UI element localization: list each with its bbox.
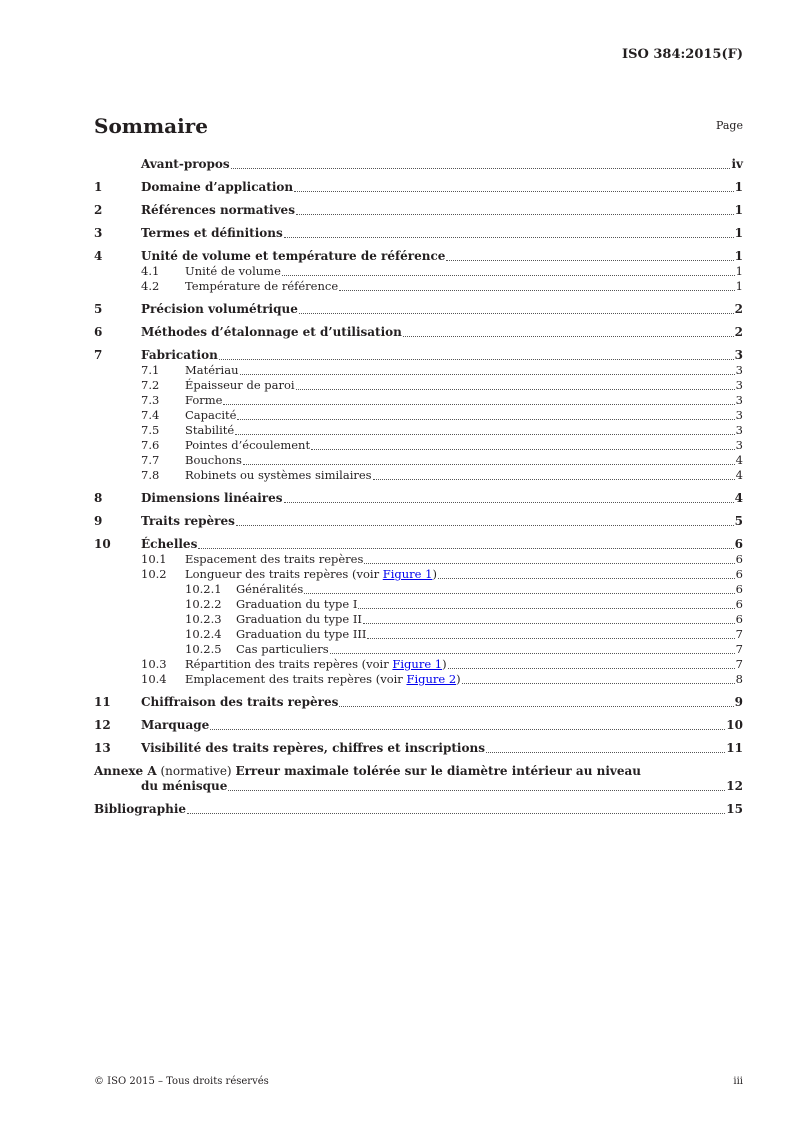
toc-entry-page: 9 — [734, 695, 743, 709]
dot-leader — [448, 668, 735, 669]
toc-entry-label — [141, 226, 283, 241]
toc-entry-page: 6 — [735, 567, 743, 581]
dot-leader — [223, 404, 734, 405]
toc-entry-text: Domaine d’application — [141, 180, 294, 194]
toc-entry[interactable] — [94, 325, 743, 340]
toc-entry-number: 10.2 — [141, 567, 167, 581]
toc-entry-label — [185, 468, 372, 483]
toc-entry-label — [141, 491, 283, 506]
toc-entry-text: Visibilité des traits repères, chiffres et inscriptions — [141, 741, 485, 755]
toc-entry-text: Bouchons — [185, 453, 242, 467]
toc-entry-number: 6 — [94, 325, 103, 339]
toc-entry[interactable] — [94, 627, 743, 642]
toc-entry[interactable] — [94, 378, 743, 393]
toc-entry-text: Unité de volume — [185, 264, 281, 278]
toc-entry-label — [236, 642, 329, 657]
toc-entry-page: 7 — [735, 627, 743, 641]
dot-leader — [198, 548, 733, 549]
toc-entry-number: 10.1 — [141, 552, 167, 566]
toc-entry-text: Généralités — [236, 582, 304, 596]
dot-leader — [339, 706, 733, 707]
dot-leader — [236, 525, 734, 526]
dot-leader — [296, 389, 735, 390]
toc-entry[interactable] — [94, 514, 743, 529]
bibliography-label: Bibliographie — [94, 802, 187, 816]
toc-entry-text: Longueur des traits repères (voir — [185, 567, 383, 581]
toc-entry-text: Échelles — [141, 537, 198, 551]
toc-entry-label — [141, 718, 209, 733]
toc-entry-number: 10.2.4 — [185, 627, 222, 641]
dot-leader — [311, 449, 735, 450]
toc-entry-page: 7 — [735, 657, 743, 671]
toc-entry[interactable] — [94, 453, 743, 468]
toc-entry[interactable] — [94, 249, 743, 264]
toc-entry[interactable] — [94, 302, 743, 317]
toc-entry-label — [185, 279, 338, 294]
toc-entry-label — [236, 597, 357, 612]
annex-prefix: Annexe A — [94, 764, 157, 778]
dot-leader — [363, 623, 735, 624]
dot-leader — [284, 237, 734, 238]
toc-entry-number: 4.1 — [141, 264, 160, 278]
toc-entry-label — [141, 741, 485, 756]
annex-page: 12 — [726, 779, 743, 793]
toc-entry-label — [185, 672, 461, 687]
footer-copyright: © ISO 2015 – Tous droits réservés — [94, 1076, 269, 1087]
toc-entry-text: Fabrication — [141, 348, 218, 362]
toc-entry[interactable] — [94, 695, 743, 710]
toc-entry-number: 7 — [94, 348, 103, 362]
toc-entry-label — [185, 657, 447, 672]
toc-entry-page: 6 — [735, 612, 743, 626]
toc-entry-label — [236, 612, 362, 627]
dot-leader — [304, 593, 734, 594]
figure-link[interactable]: Figure 1 — [382, 567, 433, 581]
toc-entry-label — [185, 552, 363, 567]
toc-entry-text: Traits repères — [141, 514, 235, 528]
toc-entry-label — [185, 378, 295, 393]
toc-entry-text: Méthodes d’étalonnage et d’utilisation — [141, 325, 402, 339]
toc-entry-text: Robinets ou systèmes similaires — [185, 468, 372, 482]
toc-entry-page: 3 — [735, 408, 743, 422]
toc-entry-text: Cas particuliers — [236, 642, 329, 656]
dot-leader — [228, 790, 725, 791]
dot-leader — [403, 336, 734, 337]
toc-entry-page: 4 — [735, 468, 743, 482]
toc-entry-number: 9 — [94, 514, 103, 528]
toc-entry-number: 7.7 — [141, 453, 160, 467]
toc-entry-label — [185, 438, 310, 453]
toc-entry-page: 3 — [735, 438, 743, 452]
toc-entry-page: 1 — [734, 249, 743, 263]
toc-entry-number: 13 — [94, 741, 111, 755]
dot-leader — [358, 608, 734, 609]
toc-entry-number: 10.2.2 — [185, 597, 222, 611]
toc-entry-label — [185, 393, 222, 408]
toc-entry-number: 10 — [94, 537, 111, 551]
dot-leader — [486, 752, 725, 753]
annex-kind: (normative) — [156, 764, 236, 778]
toc-entry-label — [185, 363, 239, 378]
toc-entry-number: 1 — [94, 180, 103, 194]
toc-entry-label — [141, 325, 402, 340]
dot-leader — [367, 638, 734, 639]
toc-entry-page: 1 — [734, 203, 743, 217]
toc-entry-page: 10 — [726, 718, 743, 732]
toc-entry-label — [185, 567, 437, 582]
toc-entry-page: 5 — [734, 514, 743, 528]
figure-link[interactable]: Figure 1 — [392, 657, 443, 671]
dot-leader — [364, 563, 734, 564]
toc-entry-text: Précision volumétrique — [141, 302, 298, 316]
dot-leader — [296, 214, 734, 215]
toc-entry[interactable] — [94, 552, 743, 567]
toc-entry-page: 3 — [735, 378, 743, 392]
toc-entry[interactable] — [94, 423, 743, 438]
toc-entry-page: 11 — [726, 741, 743, 755]
toc-entry-label — [141, 537, 197, 552]
toc-entry[interactable] — [94, 408, 743, 423]
page-column-label: Page — [715, 119, 743, 132]
toc-entry[interactable] — [94, 180, 743, 195]
toc-entry[interactable] — [94, 491, 743, 506]
toc-entry-page: 6 — [735, 597, 743, 611]
toc-entry[interactable] — [94, 582, 743, 597]
dot-leader — [373, 479, 735, 480]
toc-entry-label — [141, 695, 338, 710]
toc-annex-entry[interactable] — [94, 764, 743, 794]
toc-entry-page: iv — [731, 157, 743, 171]
toc-entry[interactable] — [94, 718, 743, 733]
toc-entry-text: Pointes d’écoulement — [185, 438, 311, 452]
toc-entry[interactable] — [94, 363, 743, 378]
toc-entry-suffix: ) — [432, 567, 437, 581]
toc-entry-label — [141, 302, 298, 317]
toc-entry-text: Emplacement des traits repères (voir — [185, 672, 407, 686]
toc-entry-text: Répartition des traits repères (voir — [185, 657, 393, 671]
toc-entry-page: 1 — [735, 279, 743, 293]
toc-entry[interactable] — [94, 348, 743, 363]
dot-leader — [237, 419, 734, 420]
dot-leader — [235, 434, 734, 435]
dot-leader — [438, 578, 735, 579]
toc-entry[interactable] — [94, 203, 743, 218]
toc-entry-page: 7 — [735, 642, 743, 656]
toc-entry-number: 4 — [94, 249, 103, 263]
toc-entry[interactable] — [94, 612, 743, 627]
toc-entry-number: 7.2 — [141, 378, 160, 392]
toc-entry-suffix: ) — [456, 672, 461, 686]
toc-entry-page: 3 — [735, 393, 743, 407]
toc-entry-text: Graduation du type II — [236, 612, 362, 626]
toc-entry-label — [185, 264, 281, 279]
dot-leader — [330, 653, 735, 654]
toc-entry-page: 1 — [734, 226, 743, 240]
toc-entry-number: 7.1 — [141, 363, 160, 377]
toc-entry-page: 1 — [735, 264, 743, 278]
document-id: ISO 384:2015(F) — [622, 47, 743, 62]
toc-entry-page: 3 — [735, 363, 743, 377]
toc-entry-label — [141, 203, 295, 218]
dot-leader — [284, 502, 734, 503]
toc-entry[interactable] — [94, 393, 743, 408]
toc-bibliography-entry[interactable] — [94, 802, 743, 817]
table-of-contents — [94, 157, 743, 817]
toc-entry[interactable] — [94, 657, 743, 672]
toc-entry[interactable] — [94, 672, 743, 687]
toc-entry-page: 6 — [734, 537, 743, 551]
toc-entry-text: Matériau — [185, 363, 239, 377]
toc-entry-text: Forme — [185, 393, 223, 407]
toc-entry-page: 6 — [735, 552, 743, 566]
toc-entry-page: 8 — [735, 672, 743, 686]
toc-entry-label — [141, 180, 293, 195]
toc-entry[interactable] — [94, 438, 743, 453]
toc-entry-label — [141, 157, 230, 172]
toc-entry-number: 4.2 — [141, 279, 160, 293]
dot-leader — [282, 275, 735, 276]
toc-entry-text: Graduation du type I — [236, 597, 358, 611]
toc-entry-text: Température de référence — [185, 279, 339, 293]
toc-entry[interactable] — [94, 226, 743, 241]
dot-leader — [187, 813, 725, 814]
toc-entry-number: 12 — [94, 718, 111, 732]
dot-leader — [299, 313, 734, 314]
toc-entry-label — [141, 348, 218, 363]
toc-entry-number: 8 — [94, 491, 103, 505]
toc-entry-page: 3 — [734, 348, 743, 362]
toc-entry-number: 7.5 — [141, 423, 160, 437]
page-title: Sommaire — [94, 114, 208, 138]
toc-entry-number: 7.6 — [141, 438, 160, 452]
toc-entry-text: Graduation du type III — [236, 627, 367, 641]
toc-entry[interactable] — [94, 468, 743, 483]
toc-entry-number: 5 — [94, 302, 103, 316]
toc-entry-number: 3 — [94, 226, 103, 240]
toc-entry-text: Termes et définitions — [141, 226, 283, 240]
toc-entry-text: Marquage — [141, 718, 210, 732]
toc-entry-number: 10.2.5 — [185, 642, 222, 656]
dot-leader — [243, 464, 735, 465]
dot-leader — [219, 359, 734, 360]
figure-link[interactable]: Figure 2 — [406, 672, 457, 686]
toc-entry-page: 2 — [734, 325, 743, 339]
toc-entry-label — [185, 408, 236, 423]
toc-entry[interactable] — [94, 642, 743, 657]
toc-entry-number: 10.4 — [141, 672, 167, 686]
dot-leader — [210, 729, 725, 730]
dot-leader — [339, 290, 735, 291]
toc-entry-text: Espacement des traits repères — [185, 552, 364, 566]
toc-entry-number: 7.8 — [141, 468, 160, 482]
toc-entry[interactable] — [94, 741, 743, 756]
toc-entry-number: 10.3 — [141, 657, 167, 671]
toc-entry-number: 7.4 — [141, 408, 160, 422]
toc-entry-number: 11 — [94, 695, 111, 709]
toc-entry-text: Épaisseur de paroi — [185, 378, 295, 392]
toc-entry-label — [236, 627, 366, 642]
toc-entry-number: 2 — [94, 203, 103, 217]
toc-entry-label — [185, 423, 234, 438]
toc-entry-text: Dimensions linéaires — [141, 491, 283, 505]
toc-entry-text: Stabilité — [185, 423, 235, 437]
toc-entry-page: 6 — [735, 582, 743, 596]
toc-entry-label — [141, 249, 445, 264]
toc-entry-text: Références normatives — [141, 203, 295, 217]
bibliography-page: 15 — [726, 802, 743, 816]
toc-entry-number: 10.2.3 — [185, 612, 222, 626]
dot-leader — [294, 191, 734, 192]
toc-entry-number: 10.2.1 — [185, 582, 222, 596]
dot-leader — [462, 683, 735, 684]
toc-entry-label — [236, 582, 303, 597]
toc-entry[interactable] — [94, 597, 743, 612]
toc-entry-page: 4 — [734, 491, 743, 505]
dot-leader — [240, 374, 735, 375]
toc-entry-page: 3 — [735, 423, 743, 437]
annex-title-line1: Erreur maximale tolérée sur le diamètre intérieur au niveau — [235, 764, 641, 778]
dot-leader — [231, 168, 731, 169]
toc-entry-label — [185, 453, 242, 468]
toc-entry-page: 1 — [734, 180, 743, 194]
toc-entry-number: 7.3 — [141, 393, 160, 407]
toc-entry-text: Chiffraison des traits repères — [141, 695, 339, 709]
toc-entry[interactable] — [94, 279, 743, 294]
toc-entry-page: 2 — [734, 302, 743, 316]
toc-entry[interactable] — [94, 264, 743, 279]
toc-entry[interactable] — [94, 567, 743, 582]
dot-leader — [446, 260, 733, 261]
toc-entry-suffix: ) — [442, 657, 447, 671]
toc-entry-page: 4 — [735, 453, 743, 467]
toc-entry-text: Avant-propos — [141, 157, 230, 171]
toc-entry[interactable] — [94, 157, 743, 172]
toc-entry-text: Capacité — [185, 408, 237, 422]
toc-entry[interactable] — [94, 537, 743, 552]
toc-entry-text: Unité de volume et température de référence — [141, 249, 446, 263]
toc-entry-label — [141, 514, 235, 529]
annex-title-line2: du ménisque — [141, 779, 228, 793]
footer-page-number: iii — [733, 1076, 743, 1087]
